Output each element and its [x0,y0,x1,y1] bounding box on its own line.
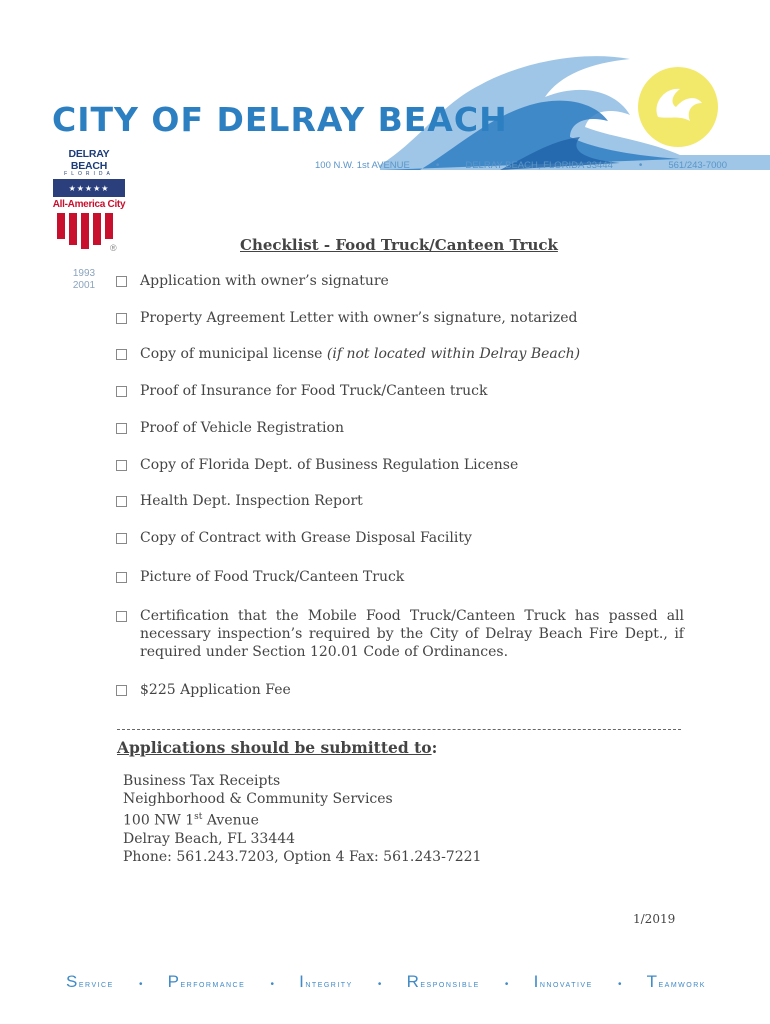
checklist-item-text: $225 Application Fee [140,682,291,698]
checklist-item [116,345,684,363]
checkbox-icon[interactable] [116,386,127,397]
phone-number: 561/243-7000 [668,160,727,171]
value-innovative: Innovative [533,972,593,991]
value-teamwork: Teamwork [646,972,706,991]
bullet-separator-icon: • [435,160,440,171]
checkbox-icon[interactable] [116,349,127,360]
bullet-separator-icon: • [504,979,509,990]
checkbox-icon[interactable] [116,276,127,287]
award-year-1: 1993 [72,268,96,279]
value-responsible: Responsible [406,972,480,991]
submission-address [123,772,481,866]
checkbox-icon[interactable] [116,460,127,471]
badge-stars-icon: ★★★★★ [53,179,125,197]
street-address: 100 N.W. 1st AVENUE [315,160,410,171]
bullet-separator-icon: • [270,979,274,990]
checkbox-icon[interactable] [116,496,127,507]
dashed-divider [117,729,681,730]
value-service: Service [66,972,114,991]
checklist-item-text: Copy of municipal license (if not located within Delray Beach) [140,346,581,362]
checklist-item [116,382,684,400]
contact-line: Phone: 561.243.7203, Option 4 Fax: 561.243-7221 [123,848,482,865]
checkbox-icon[interactable] [116,533,127,544]
badge-city-name: DELRAY BEACH [68,148,110,172]
checklist-item [116,419,684,437]
form-date: 1/2019 [633,912,676,926]
checklist-item-text: Certification that the Mobile Food Truck/Canteen Truck has passed all necessary inspection’s required by the City of Delray Beach Fire Dept., if required under Section 120.01 Code of Ordinances. [140,608,684,660]
checklist-item [116,607,684,661]
checklist-item-text: Proof of Insurance for Food Truck/Canteen truck [140,383,488,399]
bullet-separator-icon: • [638,160,643,171]
award-years [64,268,104,292]
submission-heading: Applications should be submitted to: [117,738,438,757]
checklist-item-text: Application with owner’s signature [140,273,389,289]
checklist-item [116,309,684,327]
city-title: CITY OF DELRAY BEACH [52,100,508,139]
checkbox-icon[interactable] [116,685,127,696]
badge-state-name: FLORIDA [64,171,114,177]
checklist-item [116,272,684,290]
department-name: Business Tax Receipts [123,773,281,789]
checklist-item-text: Picture of Food Truck/Canteen Truck [140,569,405,585]
checklist-item-text: Health Dept. Inspection Report [140,493,363,509]
all-america-city-badge [51,148,127,249]
checklist-item [116,529,684,547]
checkbox-icon[interactable] [116,611,127,622]
checkbox-icon[interactable] [116,313,127,324]
checkbox-icon[interactable] [116,572,127,583]
value-integrity: Integrity [299,972,353,991]
checklist-item-text: Proof of Vehicle Registration [140,420,344,436]
checklist-item-note: (if not located within Delray Beach) [326,346,581,362]
bullet-separator-icon: • [138,979,143,990]
checkbox-icon[interactable] [116,423,127,434]
checklist-title: Checklist - Food Truck/Canteen Truck [240,236,558,254]
division-name: Neighborhood & Community Services [123,791,393,807]
checklist-item [116,568,684,586]
award-year-2: 2001 [72,280,96,291]
checklist-item [116,456,684,474]
bullet-separator-icon: • [617,979,622,990]
header-address-line [315,160,727,171]
city-line: Delray Beach, FL 33444 [123,830,296,847]
checklist-item-text: Copy of Contract with Grease Disposal Facility [140,530,472,546]
registered-mark: ® [110,243,117,253]
checklist-item [116,681,684,699]
checklist-item [116,492,684,510]
badge-award-label: All-America City [52,199,126,210]
city-state-zip: DELRAY BEACH, FLORIDA 33444 [465,160,613,171]
checklist-item-text: Property Agreement Letter with owner’s signature, notarized [140,310,578,326]
checklist-item-text: Copy of Florida Dept. of Business Regulation License [140,457,519,473]
bullet-separator-icon: • [377,979,382,990]
city-values-footer [66,972,706,992]
value-performance: Performance [167,972,246,991]
street-line: 100 NW 1st Avenue [123,812,259,829]
